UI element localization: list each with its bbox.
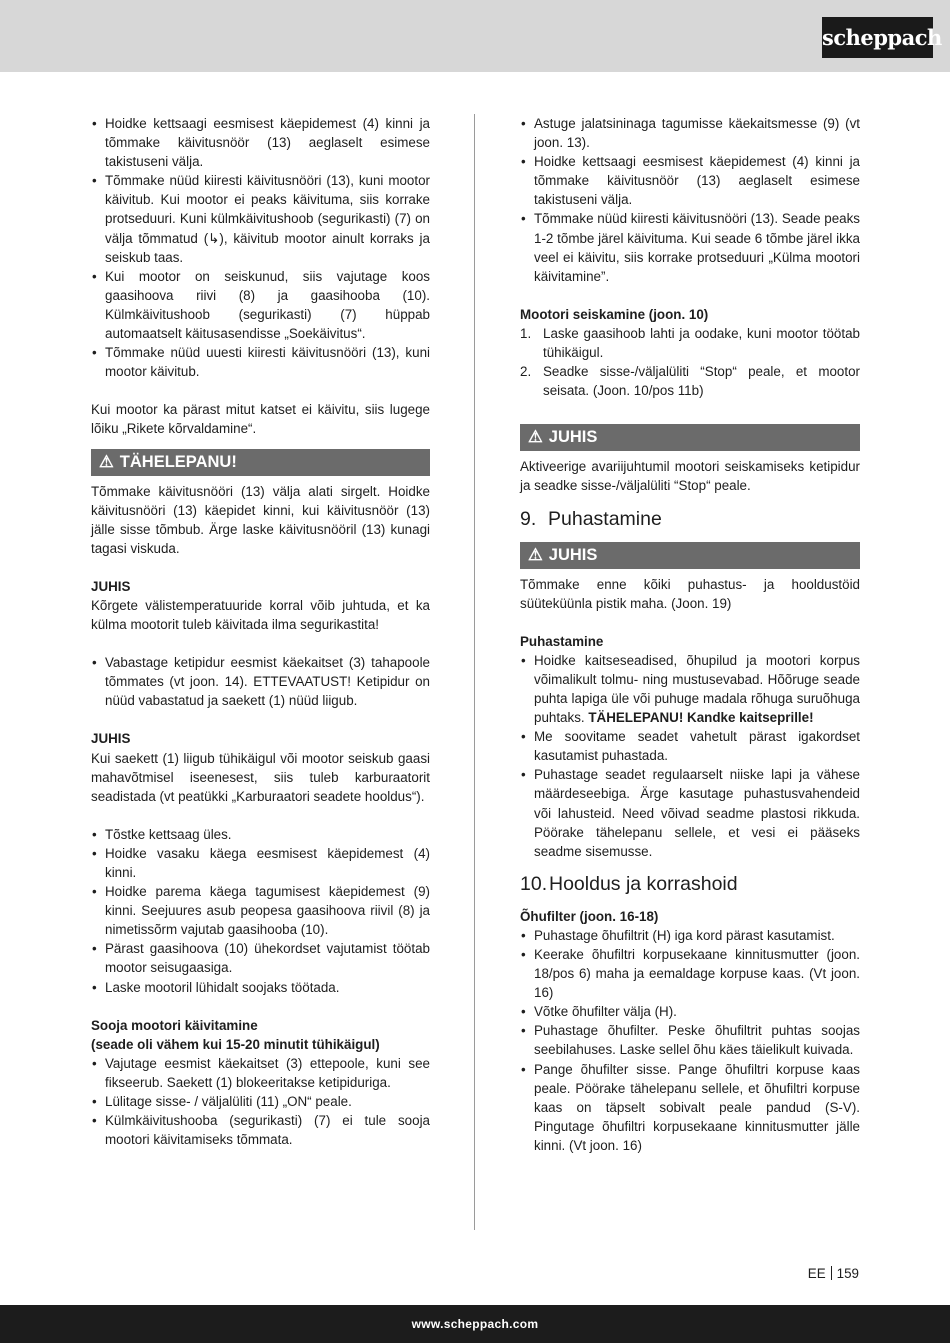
note-bar: [520, 542, 860, 569]
list-item: • Puhastage seadet regulaarselt niiske lapi ja vähese määrdeseebiga. Ärge kasutage puhastusvahendeid või lahusteid. Need võivad seadme plastosi rikkuda. Pöörake tähelepanu sellele, et vesi ei pääseks seadme sisemusse.: [520, 765, 860, 860]
right-column: [520, 114, 860, 1155]
warning-icon: ⚠: [528, 545, 543, 564]
list-item: [520, 651, 860, 727]
warning-bar: [91, 449, 430, 476]
subheading: Sooja mootori käivitamine: [91, 1017, 258, 1033]
language-code: EE: [807, 1266, 826, 1281]
list-item: • Hoidke kettsaagi eesmisest käepidemest (4) kinni ja tõmmake käivitusnöör (13) aeglaselt esimese takistuseni välja.: [91, 114, 430, 171]
list-item: • Kui mootor on seiskunud, siis vajutage koos gaasihoova riivi (8) ja gaasihooba (10). Külmkäivitushoob (segurikasti) (7) hüppab automaatselt käitusasendisse „Soekäivitus“.: [91, 267, 430, 343]
list-item: [520, 362, 860, 400]
subheading: Mootori seiskamine (joon. 10): [520, 306, 709, 322]
item-emphasis: TÄHELEPANU! Kandke kaitseprille!: [588, 710, 814, 726]
bullet-list: [520, 114, 860, 286]
warning-label: TÄHELEPANU!: [119, 452, 237, 471]
bullet-list: [520, 926, 860, 1155]
list-item: • Võtke õhufilter välja (H).: [520, 1002, 860, 1021]
section-number: 9.: [520, 507, 537, 530]
bullet-list: [520, 651, 860, 861]
list-item: • Tõstke kettsaag üles.: [91, 825, 430, 844]
paragraph: Tõmmake enne kõiki puhastus- ja hooldustöid süüteküünla pistik maha. (Joon. 19): [520, 576, 860, 611]
section-title: Hooldus ja korrashoid: [549, 872, 738, 895]
brand-logo: scheppach: [822, 17, 933, 58]
note-label: JUHIS: [548, 428, 598, 447]
list-item: • Pange õhufilter sisse. Pange õhufiltri korpuse kaas peale. Pöörake tähelepanu sellele, et õhufiltri korpuse kaas on täpselt sobivalt peale pandud (S-V). Pingutage õhufiltri korpusekaane kinnitusmutter jälle kinni. (Vt joon. 16): [520, 1060, 860, 1155]
section-heading: [520, 871, 860, 897]
item-text: Hoidke kaitseseadised, õhupilud ja mootori korpus võimalikult tolmu- ning mustusevabad. Hõõruge seade puhta lapiga üle või puhuge madala rõhuga suruõhuga puhtaks.: [534, 652, 860, 726]
note-bar: [520, 424, 860, 451]
list-item: • Tõmmake nüüd uuesti kiiresti käivitusnööri (13), kuni mootor käivitub.: [91, 343, 430, 381]
item-text: Laske gaasihoob lahti ja oodake, kuni mootor töötab tühikäigul.: [543, 325, 860, 361]
bullet-list: [91, 653, 430, 710]
list-item: • Me soovitame seadet vahetult pärast igakordset kasutamist puhastada.: [520, 727, 860, 765]
list-item: • Hoidke parema käega tagumisest käepidemest (9) kinni. Seejuures asub peopesa gaasihoova riivil (8) ja nimetissõrm vajutab gaasihooba (10).: [91, 882, 430, 939]
subheading: Õhufilter (joon. 16-18): [520, 908, 659, 924]
warning-icon: ⚠: [528, 428, 543, 447]
warning-icon: ⚠: [99, 452, 114, 471]
section-title: Puhastamine: [548, 507, 662, 530]
paragraph: Kõrgete välistemperatuuride korral võib juhtuda, et ka külma mootorit tuleb käivitada ilma segurikastita!: [91, 597, 430, 633]
bullet-list: [91, 114, 430, 381]
website-url: www.scheppach.com: [411, 1317, 539, 1331]
note-label: JUHIS: [548, 545, 598, 564]
page-number: 159: [836, 1266, 859, 1281]
page-footer: [808, 1264, 859, 1283]
list-item: • Tõmmake nüüd kiiresti käivitusnööri (13). Seade peaks 1-2 tõmbe järel käivituma. Kui seade 6 tõmbe järel ikka veel ei käivitu, siis korrake protseduuri „Külma mootori käivitamine”.: [520, 209, 860, 285]
list-item: [520, 324, 860, 362]
list-item: • Külmkäivitushooba (segurikasti) (7) ei tule sooja mootori käivitamiseks tõmmata.: [91, 1111, 430, 1149]
list-item: • Hoidke vasaku käega eesmisest käepidemest (4) kinni.: [91, 844, 430, 882]
subheading: Puhastamine: [520, 633, 604, 649]
item-number: 1.: [520, 325, 532, 341]
list-item: • Vajutage eesmist käekaitset (3) ettepoole, kuni see fikseerub. Saekett (1) blokeeritakse ketipiduriga.: [91, 1054, 430, 1092]
item-number: 2.: [520, 364, 532, 380]
footer-separator: [831, 1266, 832, 1280]
list-item: • Lülitage sisse- / väljalüliti (11) „ON“ peale.: [91, 1092, 430, 1111]
header-bar: [0, 0, 950, 72]
paragraph: Tõmmake käivitusnööri (13) välja alati sirgelt. Hoidke käivitusnööri (13) käepidet kinni, kui käivitusnöör (13) jälle sisse tõmbub. Ärge laske käivitusnööril (13) kunagi tagasi viskuda.: [91, 483, 430, 556]
item-text: Seadke sisse-/väljalüliti “Stop“ peale, et mootor seisata. (Joon. 10/pos 11b): [543, 364, 860, 399]
section-number: 10.: [520, 872, 548, 895]
list-item: • Laske mootoril lühidalt soojaks töötada.: [91, 978, 430, 997]
paragraph: Kui mootor ka pärast mitut katset ei käivitu, siis lugege lõiku „Rikete kõrvaldamine“.: [91, 402, 430, 437]
list-item: • Hoidke kettsaagi eesmisest käepidemest (4) kinni ja tõmmake käivitusnöör (13) aeglaselt esimese takistuseni välja.: [520, 152, 860, 209]
list-item: • Keerake õhufiltri korpusekaane kinnitusmutter (joon. 18/pos 6) maha ja eemaldage korpuse kaas. (Vt joon. 16): [520, 945, 860, 1002]
paragraph: Aktiveerige avariijuhtumil mootori seiskamiseks ketipidur ja seadke sisse-/väljalüliti “Stop“ peale.: [520, 459, 860, 494]
column-divider: [474, 114, 475, 1230]
list-item: • Vabastage ketipidur eesmist käekaitset (3) tahapoole tõmmates (vt joon. 14). ETTEVAATUST! Ketipidur on nüüd vabastatud ja saekett (1) nüüd liigub.: [91, 653, 430, 710]
numbered-list: [520, 324, 860, 400]
list-item: • Astuge jalatsininaga tagumisse käekaitsmesse (9) (vt joon. 13).: [520, 114, 860, 152]
bullet-list: [91, 1054, 430, 1149]
list-item: • Puhastage õhufilter. Peske õhufiltrit puhtas soojas seebilahuses. Laske sellel õhu käes täielikult kuivada.: [520, 1021, 860, 1059]
left-column: [91, 114, 430, 1149]
paragraph: Kui saekett (1) liigub tühikäigul või mootor seiskub gaasi mahavõtmisel iseenesest, siis tuleb karburaatorit seadistada (vt peatükki „Karburaatori seadete hooldus“).: [91, 750, 430, 804]
list-item: • Puhastage õhufiltrit (H) iga kord pärast kasutamist.: [520, 926, 860, 945]
section-heading: [520, 506, 860, 532]
note-heading: JUHIS: [91, 731, 131, 747]
list-item: • Pärast gaasihoova (10) ühekordset vajutamist töötab mootor seisugaasiga.: [91, 939, 430, 977]
list-item: • Tõmmake nüüd kiiresti käivitusnööri (13), kuni mootor käivitub. Kui mootor ei peaks käivituma, siis korrake protseduuri. Kuni külmkäivitushoob (segurikasti) (7) on välja tõmmatud (↳), käivitub mootor ainult korraks ja seiskub taas.: [91, 171, 430, 266]
subheading: (seade oli vähem kui 15-20 minutit tühikäigul): [91, 1036, 380, 1052]
bullet-list: [91, 825, 430, 997]
note-heading: JUHIS: [91, 578, 131, 594]
